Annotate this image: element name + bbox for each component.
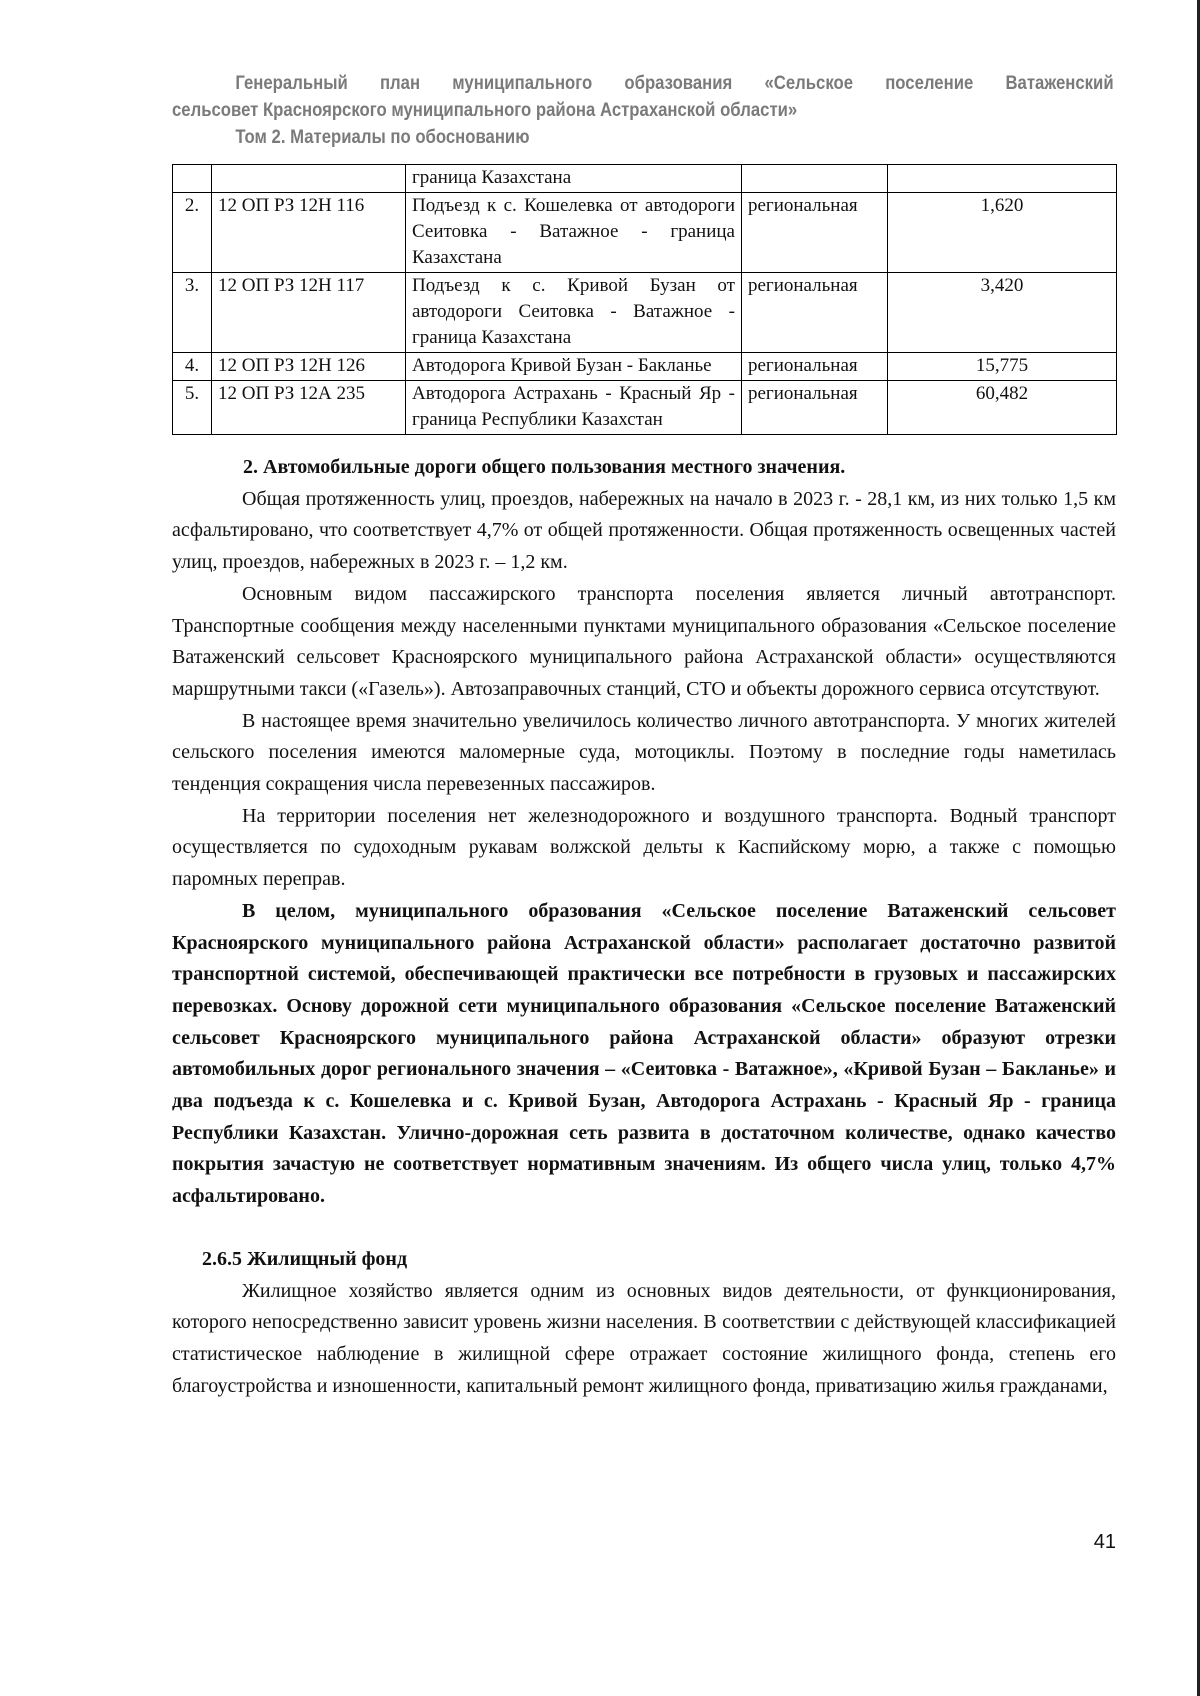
header-title-line-1: Генеральный план муниципального образования «Сельское поселение Ватаженский [235, 73, 1114, 94]
header-title-line-2: сельсовет Красноярского муниципального района Астраханской области» [172, 100, 798, 121]
road-code-cell: 12 ОП РЗ 12А 235 [212, 381, 406, 435]
subsection-heading: 2. Автомобильные дороги общего пользования местного значения. [243, 456, 846, 478]
table-row [173, 193, 1117, 273]
paragraph-transport-summary: В целом, муниципального образования «Сельское поселение Ватаженский сельсовет Красноярского муниципального района Астраханской области» располагает достаточно развитой транспортной системой, обеспечивающей практически все потребности в грузовых и пассажирских перевозках. Основу дорожной сети муниципального образования «Сельское поселение Ватаженский сельсовет Красноярского муниципального района Астраханской области» образуют отрезки автомобильных дорог регионального значения – «Сеитовка - Ватажное», «Кривой Бузан – Бакланье» и два подъезда к с. Кошелевка и с. Кривой Бузан, Автодорога Астрахань - Красный Яр - граница Республики Казахстан. Улично-дорожная сеть развита в достаточном количестве, однако качество покрытия зачастую не соответствует нормативным значениям. Из общего числа улиц, только 4,7% асфальтировано. [172, 899, 1116, 1208]
table-row [173, 273, 1117, 353]
table-row [173, 165, 1117, 193]
road-length-cell: 60,482 [888, 381, 1117, 435]
road-category-cell: региональная [742, 353, 888, 381]
paragraph-housing: Жилищное хозяйство является одним из основных видов деятельности, от функционирования, которого непосредственно зависит уровень жизни населения. В соответствии с действующей классификацией статистическое наблюдение в жилищной сфере отражает состояние жилищного фонда, степень его благоустройства и изношенности, капитальный ремонт жилищного фонда, приватизацию жилья гражданами, [172, 1279, 1116, 1397]
row-number-cell: 4. [173, 353, 212, 381]
road-code-cell: 12 ОП РЗ 12Н 126 [212, 353, 406, 381]
road-category-cell: региональная [742, 193, 888, 273]
road-category-cell [742, 165, 888, 193]
row-number-cell: 3. [173, 273, 212, 353]
road-name-cell: Подъезд к с. Кошелевка от автодороги Сеитовка - Ватажное - граница Казахстана [406, 193, 742, 273]
road-code-cell: 12 ОП РЗ 12Н 117 [212, 273, 406, 353]
page-number: 41 [1093, 1531, 1116, 1553]
road-code-cell: 12 ОП РЗ 12Н 116 [212, 193, 406, 273]
row-number-cell [173, 165, 212, 193]
section-heading-housing: 2.6.5 Жилищный фонд [202, 1247, 408, 1270]
road-name-cell: Автодорога Астрахань - Красный Яр - граница Республики Казахстан [406, 381, 742, 435]
table-row [173, 353, 1117, 381]
roads-table [172, 164, 1117, 435]
road-category-cell: региональная [742, 381, 888, 435]
body-text [172, 452, 1116, 1402]
paragraph-private-vehicles: В настоящее время значительно увеличилось количество личного автотранспорта. У многих жителей сельского поселения имеются маломерные суда, мотоциклы. Поэтому в последние годы наметилась тенденция сокращения числа перевезенных пассажиров. [172, 709, 1116, 796]
road-length-cell: 1,620 [888, 193, 1117, 273]
road-name-cell: Автодорога Кривой Бузан - Бакланье [406, 353, 742, 381]
paragraph-passenger-transport: Основным видом пассажирского транспорта поселения является личный автотранспорт. Транспортные сообщения между населенными пунктами муниципального образования «Сельское поселение Ватаженский сельсовет Красноярского муниципального района Астраханской области» осуществляются маршрутными такси («Газель»). Автозаправочных станций, СТО и объекты дорожного сервиса отсутствуют. [172, 582, 1116, 700]
road-code-cell [212, 165, 406, 193]
road-length-cell: 3,420 [888, 273, 1117, 353]
road-length-cell [888, 165, 1117, 193]
running-header [172, 70, 1114, 151]
paragraph-rail-water-transport: На территории поселения нет железнодорожного и воздушного транспорта. Водный транспорт осуществляется по судоходным рукавам волжской дельты к Каспийскому морю, а также с помощью паромных переправ. [172, 804, 1116, 891]
road-name-cell: Подъезд к с. Кривой Бузан от автодороги Сеитовка - Ватажное - граница Казахстана [406, 273, 742, 353]
road-length-cell: 15,775 [888, 353, 1117, 381]
paragraph-street-length: Общая протяженность улиц, проездов, набережных на начало в 2023 г. - 28,1 км, из них только 1,5 км асфальтировано, что соответствует 4,7% от общей протяженности. Общая протяженность освещенных частей улиц, проездов, набережных в 2023 г. – 1,2 км. [172, 487, 1116, 574]
road-category-cell: региональная [742, 273, 888, 353]
header-volume: Том 2. Материалы по обоснованию [235, 127, 530, 148]
row-number-cell: 5. [173, 381, 212, 435]
table-row [173, 381, 1117, 435]
row-number-cell: 2. [173, 193, 212, 273]
road-name-cell: граница Казахстана [406, 165, 742, 193]
